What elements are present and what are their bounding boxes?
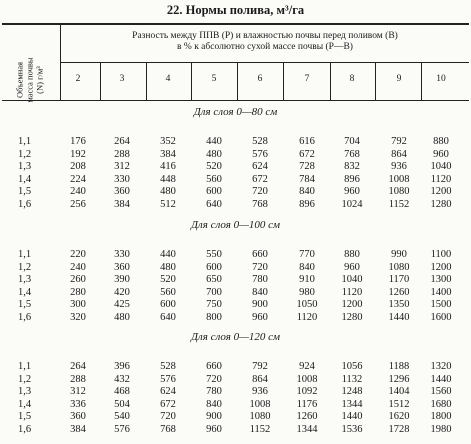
norm-cell: 1620 xyxy=(388,411,410,422)
norm-cell: 260 xyxy=(70,274,86,285)
norm-cell: 468 xyxy=(114,386,130,397)
norm-cell: 560 xyxy=(206,173,222,185)
norm-cell: 880 xyxy=(433,136,449,147)
norm-cell: 660 xyxy=(252,249,268,260)
norm-cell: 616 xyxy=(299,136,315,147)
norm-cell: 1120 xyxy=(296,311,318,323)
norm-cell: 1152 xyxy=(388,198,410,210)
norm-cell: 560 xyxy=(160,286,176,298)
norm-cell: 208 xyxy=(70,161,86,172)
table-row xyxy=(0,199,471,211)
norm-cell: 1344 xyxy=(296,423,318,435)
norm-cell: 1260 xyxy=(388,286,410,298)
norm-cell: 1500 xyxy=(430,299,452,310)
norm-cell: 330 xyxy=(114,249,130,260)
norm-cell: 1512 xyxy=(388,398,410,410)
table-row xyxy=(0,186,471,198)
table-row xyxy=(0,287,471,299)
norm-cell: 1176 xyxy=(296,398,318,410)
norm-cell: 924 xyxy=(299,361,315,372)
norm-cell: 780 xyxy=(252,274,268,285)
column-divider xyxy=(283,63,284,100)
density-cell: 1,1 xyxy=(18,361,32,372)
density-cell: 1,4 xyxy=(18,173,32,185)
norm-cell: 910 xyxy=(299,274,315,285)
norm-cell: 792 xyxy=(391,136,407,147)
section-title: Для слоя 0—80 см xyxy=(193,106,278,118)
norm-cell: 1092 xyxy=(296,386,318,397)
norm-cell: 1100 xyxy=(430,249,452,260)
norm-cell: 360 xyxy=(114,261,130,273)
header-left-divider xyxy=(60,24,61,100)
norm-cell: 192 xyxy=(70,148,86,160)
column-divider xyxy=(237,63,238,100)
norm-cell: 220 xyxy=(70,249,86,260)
density-cell: 1,4 xyxy=(18,398,32,410)
norm-cell: 288 xyxy=(114,148,130,160)
table-row xyxy=(0,411,471,423)
norm-cell: 1320 xyxy=(430,361,452,372)
norm-cell: 1400 xyxy=(430,286,452,298)
norm-cell: 416 xyxy=(160,161,176,172)
norm-cell: 960 xyxy=(344,186,360,197)
norm-cell: 1404 xyxy=(388,386,410,397)
norm-cell: 768 xyxy=(344,148,360,160)
norm-cell: 672 xyxy=(160,398,176,410)
norm-cell: 448 xyxy=(160,173,176,185)
section-title: Для слоя 0—100 см xyxy=(190,219,281,231)
column-number: 9 xyxy=(396,74,402,84)
norm-cell: 1008 xyxy=(388,173,410,185)
table-row xyxy=(0,399,471,411)
norm-cell: 312 xyxy=(114,161,130,172)
norm-cell: 864 xyxy=(252,373,268,385)
column-divider xyxy=(375,63,376,100)
table-row xyxy=(0,312,471,324)
norm-cell: 1560 xyxy=(430,386,452,397)
norm-cell: 1120 xyxy=(341,286,363,298)
norm-cell: 896 xyxy=(344,173,360,185)
norm-cell: 990 xyxy=(391,249,407,260)
norm-cell: 624 xyxy=(160,386,176,397)
norm-cell: 1280 xyxy=(341,311,363,323)
norm-cell: 576 xyxy=(252,148,268,160)
table-row xyxy=(0,299,471,311)
norm-cell: 750 xyxy=(206,299,222,310)
norm-cell: 784 xyxy=(299,173,315,185)
norm-cell: 936 xyxy=(391,161,407,172)
table-row xyxy=(0,149,471,161)
norm-cell: 900 xyxy=(252,299,268,310)
norm-cell: 1040 xyxy=(430,161,452,172)
norm-cell: 520 xyxy=(160,274,176,285)
norm-cell: 960 xyxy=(433,148,449,160)
norm-cell: 768 xyxy=(252,198,268,210)
norm-cell: 700 xyxy=(206,286,222,298)
column-number: 8 xyxy=(349,74,355,84)
norm-cell: 440 xyxy=(206,136,222,147)
norm-cell: 440 xyxy=(160,249,176,260)
norm-cell: 1200 xyxy=(430,186,452,197)
column-number: 7 xyxy=(304,74,310,84)
norm-cell: 1056 xyxy=(341,361,363,372)
norm-cell: 640 xyxy=(160,311,176,323)
column-number: 3 xyxy=(119,74,125,84)
density-cell: 1,3 xyxy=(18,161,32,172)
column-divider xyxy=(191,63,192,100)
norm-cell: 1080 xyxy=(388,186,410,197)
norm-cell: 780 xyxy=(206,386,222,397)
table-row xyxy=(0,361,471,373)
norm-cell: 336 xyxy=(70,398,86,410)
norm-cell: 1260 xyxy=(296,411,318,422)
table-row xyxy=(0,386,471,398)
norm-cell: 528 xyxy=(160,361,176,372)
norm-cell: 1040 xyxy=(341,274,363,285)
norm-cell: 650 xyxy=(206,274,222,285)
norm-cell: 1024 xyxy=(341,198,363,210)
table-row xyxy=(0,249,471,261)
norm-cell: 1132 xyxy=(341,373,363,385)
norm-cell: 384 xyxy=(70,423,86,435)
norm-cell: 1296 xyxy=(388,373,410,385)
norm-cell: 240 xyxy=(70,261,86,273)
density-cell: 1,6 xyxy=(18,423,32,435)
norm-cell: 1248 xyxy=(341,386,363,397)
table-row xyxy=(0,262,471,274)
norm-cell: 176 xyxy=(70,136,86,147)
norm-cell: 1536 xyxy=(341,423,363,435)
norm-cell: 320 xyxy=(70,311,86,323)
norm-cell: 1120 xyxy=(430,173,452,185)
table-row xyxy=(0,174,471,186)
column-number: 6 xyxy=(257,74,263,84)
norm-cell: 1440 xyxy=(341,411,363,422)
column-number: 5 xyxy=(211,74,217,84)
column-divider xyxy=(146,63,147,100)
norm-cell: 720 xyxy=(206,373,222,385)
norm-cell: 864 xyxy=(391,148,407,160)
norm-cell: 420 xyxy=(114,286,130,298)
column-number: 2 xyxy=(75,74,81,84)
norm-cell: 832 xyxy=(344,161,360,172)
table-row xyxy=(0,274,471,286)
density-cell: 1,2 xyxy=(18,373,32,385)
norm-cell: 390 xyxy=(114,274,130,285)
header-bottom-rule xyxy=(2,100,469,101)
norm-cell: 512 xyxy=(160,198,176,210)
density-cell: 1,3 xyxy=(18,274,32,285)
density-cell: 1,6 xyxy=(18,198,32,210)
density-cell: 1,6 xyxy=(18,311,32,323)
norm-cell: 1080 xyxy=(388,261,410,273)
table-row xyxy=(0,161,471,173)
norm-cell: 1170 xyxy=(388,274,410,285)
norm-cell: 480 xyxy=(160,186,176,197)
norm-cell: 576 xyxy=(160,373,176,385)
density-cell: 1,1 xyxy=(18,136,32,147)
norm-cell: 540 xyxy=(114,411,130,422)
norm-cell: 672 xyxy=(299,148,315,160)
norm-cell: 960 xyxy=(206,423,222,435)
norm-cell: 352 xyxy=(160,136,176,147)
norm-cell: 330 xyxy=(114,173,130,185)
column-number: 4 xyxy=(165,74,171,84)
norm-cell: 1188 xyxy=(388,361,410,372)
norm-cell: 960 xyxy=(252,311,268,323)
norm-cell: 600 xyxy=(206,261,222,273)
norm-cell: 384 xyxy=(114,198,130,210)
norm-cell: 224 xyxy=(70,173,86,185)
density-cell: 1,5 xyxy=(18,299,32,310)
norm-cell: 360 xyxy=(70,411,86,422)
density-cell: 1,1 xyxy=(18,249,32,260)
norm-cell: 1050 xyxy=(296,299,318,310)
difference-header: Разность между ППВ (Р) и влажностью почвы перед поливом (В) в % к абсолютно сухой массе почвы (Р—В) xyxy=(132,31,398,52)
norm-cell: 432 xyxy=(114,373,130,385)
norm-cell: 600 xyxy=(206,186,222,197)
norm-cell: 264 xyxy=(114,136,130,147)
norm-cell: 1600 xyxy=(430,311,452,323)
norm-cell: 768 xyxy=(160,423,176,435)
density-cell: 1,5 xyxy=(18,411,32,422)
norm-cell: 1152 xyxy=(249,423,271,435)
norm-cell: 1680 xyxy=(430,398,452,410)
norm-cell: 640 xyxy=(206,198,222,210)
norm-cell: 1800 xyxy=(430,411,452,422)
norm-cell: 840 xyxy=(206,398,222,410)
norm-cell: 504 xyxy=(114,398,130,410)
norm-cell: 720 xyxy=(160,411,176,422)
density-cell: 1,2 xyxy=(18,148,32,160)
norm-cell: 1350 xyxy=(388,299,410,310)
table-row xyxy=(0,136,471,148)
norm-cell: 1008 xyxy=(296,373,318,385)
norm-cell: 256 xyxy=(70,198,86,210)
norm-cell: 880 xyxy=(344,249,360,260)
density-cell: 1,3 xyxy=(18,386,32,397)
norm-cell: 1200 xyxy=(341,299,363,310)
column-number: 10 xyxy=(436,74,446,84)
norm-cell: 300 xyxy=(70,299,86,310)
norm-cell: 1080 xyxy=(249,411,271,422)
norm-cell: 1008 xyxy=(249,398,271,410)
norm-cell: 770 xyxy=(299,249,315,260)
norm-cell: 792 xyxy=(252,361,268,372)
norm-cell: 480 xyxy=(160,261,176,273)
norm-cell: 840 xyxy=(299,186,315,197)
norm-cell: 520 xyxy=(206,161,222,172)
norm-cell: 704 xyxy=(344,136,360,147)
norm-cell: 360 xyxy=(114,186,130,197)
norm-cell: 1280 xyxy=(430,198,452,210)
norm-cell: 384 xyxy=(160,148,176,160)
norm-cell: 840 xyxy=(252,286,268,298)
norm-cell: 624 xyxy=(252,161,268,172)
norm-cell: 1440 xyxy=(430,373,452,385)
norm-cell: 728 xyxy=(299,161,315,172)
norm-cell: 660 xyxy=(206,361,222,372)
norm-cell: 672 xyxy=(252,173,268,185)
norm-cell: 396 xyxy=(114,361,130,372)
density-cell: 1,5 xyxy=(18,186,32,197)
density-column-header: Объемная масса почвы (N) г/м³ xyxy=(15,57,45,103)
norm-cell: 1980 xyxy=(430,423,452,435)
norm-cell: 240 xyxy=(70,186,86,197)
page-title: 22. Нормы полива, м³/га xyxy=(166,3,305,17)
norm-cell: 896 xyxy=(299,198,315,210)
norm-cell: 288 xyxy=(70,373,86,385)
column-divider xyxy=(100,63,101,100)
table-top-rule xyxy=(2,23,469,25)
norm-cell: 900 xyxy=(206,411,222,422)
table-row xyxy=(0,374,471,386)
norm-cell: 1300 xyxy=(430,274,452,285)
norm-cell: 576 xyxy=(114,423,130,435)
norm-cell: 800 xyxy=(206,311,222,323)
norm-cell: 980 xyxy=(299,286,315,298)
table-row xyxy=(0,424,471,436)
norm-cell: 720 xyxy=(252,186,268,197)
norm-cell: 550 xyxy=(206,249,222,260)
norm-cell: 480 xyxy=(206,148,222,160)
norm-cell: 840 xyxy=(299,261,315,273)
norm-cell: 480 xyxy=(114,311,130,323)
norm-cell: 425 xyxy=(114,299,130,310)
norm-cell: 528 xyxy=(252,136,268,147)
section-title: Для слоя 0—120 см xyxy=(190,331,281,343)
norm-cell: 312 xyxy=(70,386,86,397)
header-mid-rule xyxy=(60,62,469,63)
norm-cell: 720 xyxy=(252,261,268,273)
column-divider xyxy=(330,63,331,100)
density-cell: 1,2 xyxy=(18,261,32,273)
norm-cell: 1344 xyxy=(341,398,363,410)
norm-cell: 1200 xyxy=(430,261,452,273)
norm-cell: 264 xyxy=(70,361,86,372)
norm-cell: 960 xyxy=(344,261,360,273)
norm-cell: 280 xyxy=(70,286,86,298)
norm-cell: 1728 xyxy=(388,423,410,435)
column-divider xyxy=(421,63,422,100)
norm-cell: 1440 xyxy=(388,311,410,323)
density-cell: 1,4 xyxy=(18,286,32,298)
norm-cell: 600 xyxy=(160,299,176,310)
norm-cell: 936 xyxy=(252,386,268,397)
